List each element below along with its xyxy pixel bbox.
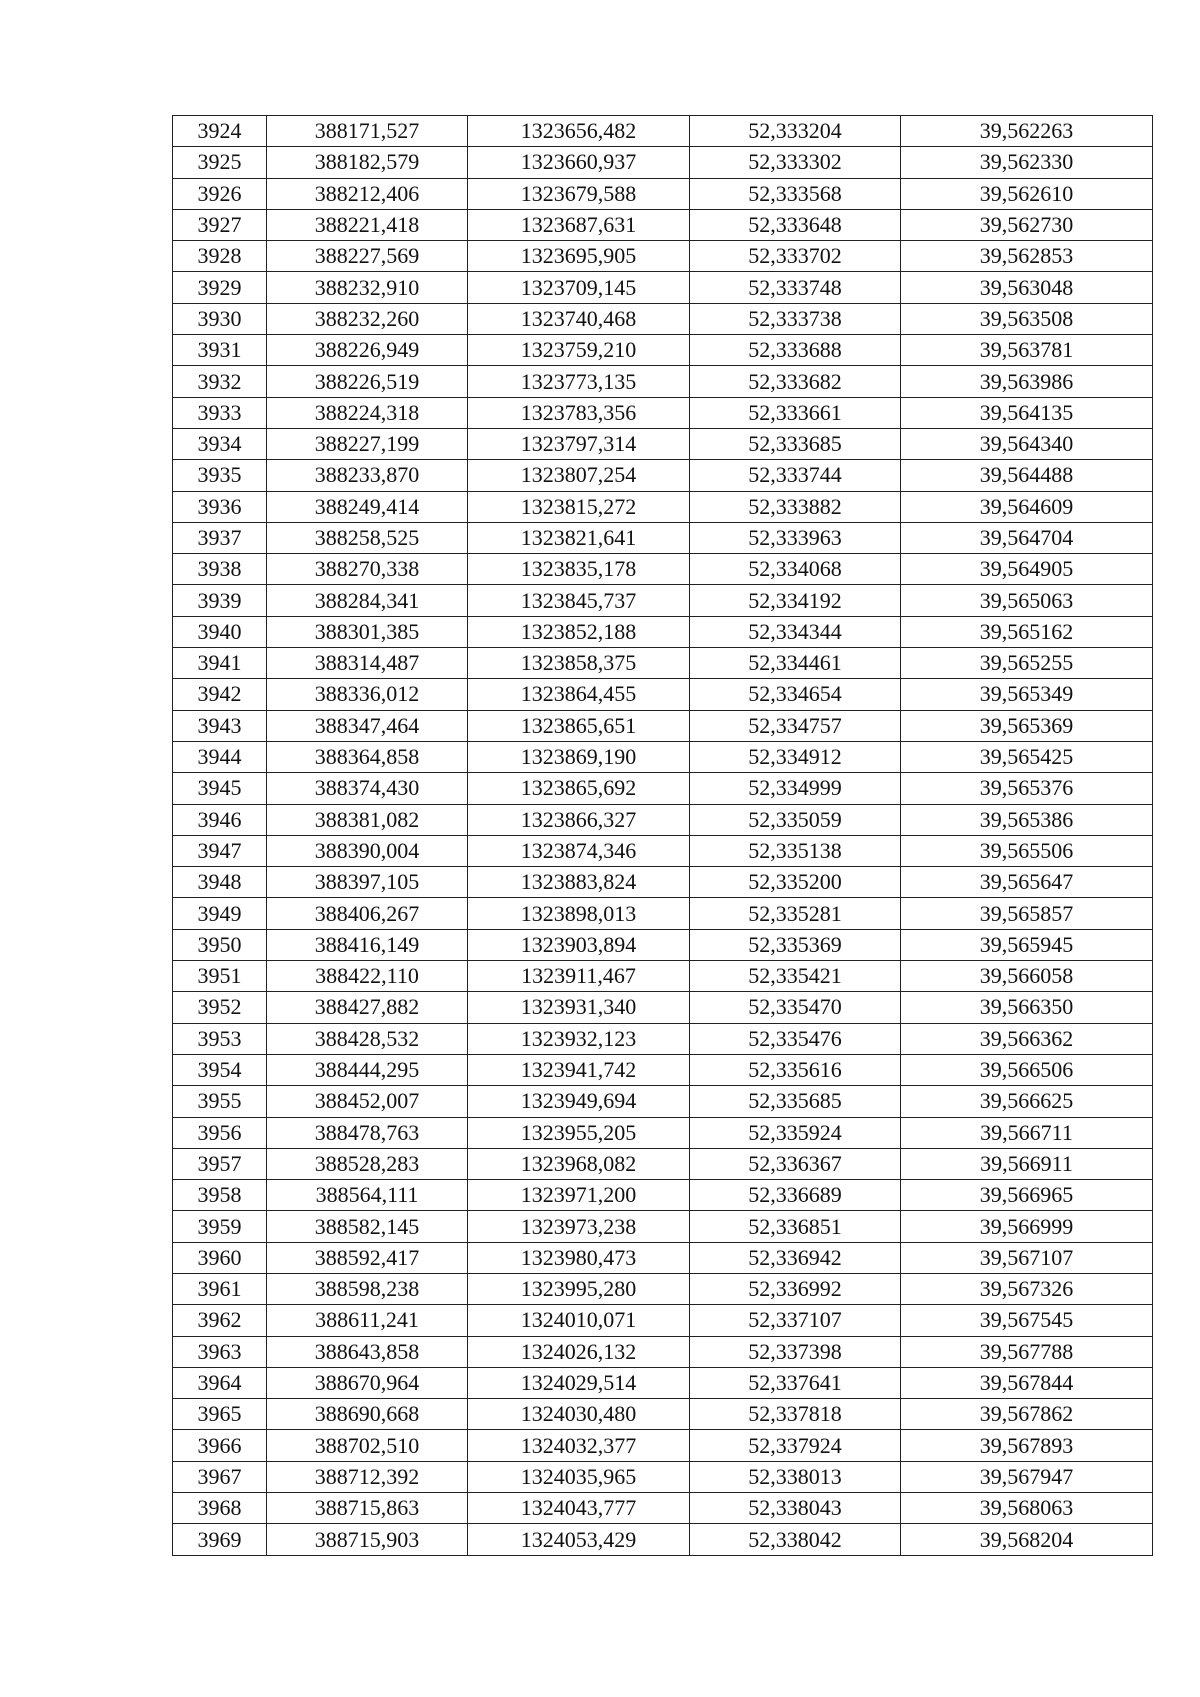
table-row (173, 1086, 1153, 1117)
table-row (173, 491, 1153, 522)
point-number-cell: 3943 (173, 710, 267, 741)
coordinates-table (172, 115, 1153, 1556)
x-coordinate-cell: 388406,267 (267, 898, 468, 929)
longitude-cell: 39,565647 (901, 867, 1153, 898)
longitude-cell: 39,565857 (901, 898, 1153, 929)
longitude-cell: 39,566350 (901, 992, 1153, 1023)
latitude-cell: 52,334192 (690, 585, 901, 616)
table-row (173, 460, 1153, 491)
table-row (173, 1524, 1153, 1555)
table-row (173, 961, 1153, 992)
x-coordinate-cell: 388528,283 (267, 1148, 468, 1179)
latitude-cell: 52,337398 (690, 1336, 901, 1367)
longitude-cell: 39,567788 (901, 1336, 1153, 1367)
table-row (173, 1430, 1153, 1461)
longitude-cell: 39,565369 (901, 710, 1153, 741)
latitude-cell: 52,335470 (690, 992, 901, 1023)
x-coordinate-cell: 388598,238 (267, 1273, 468, 1304)
longitude-cell: 39,562610 (901, 178, 1153, 209)
x-coordinate-cell: 388374,430 (267, 773, 468, 804)
table-row (173, 1367, 1153, 1398)
longitude-cell: 39,568063 (901, 1493, 1153, 1524)
latitude-cell: 52,333685 (690, 428, 901, 459)
x-coordinate-cell: 388258,525 (267, 522, 468, 553)
longitude-cell: 39,567107 (901, 1242, 1153, 1273)
y-coordinate-cell: 1323865,692 (468, 773, 690, 804)
longitude-cell: 39,562730 (901, 209, 1153, 240)
point-number-cell: 3929 (173, 272, 267, 303)
latitude-cell: 52,335059 (690, 804, 901, 835)
point-number-cell: 3930 (173, 303, 267, 334)
y-coordinate-cell: 1324030,480 (468, 1399, 690, 1430)
longitude-cell: 39,563781 (901, 335, 1153, 366)
y-coordinate-cell: 1323931,340 (468, 992, 690, 1023)
point-number-cell: 3962 (173, 1305, 267, 1336)
latitude-cell: 52,338013 (690, 1461, 901, 1492)
y-coordinate-cell: 1323864,455 (468, 679, 690, 710)
longitude-cell: 39,566506 (901, 1054, 1153, 1085)
table-row (173, 1399, 1153, 1430)
longitude-cell: 39,568204 (901, 1524, 1153, 1555)
y-coordinate-cell: 1323660,937 (468, 147, 690, 178)
latitude-cell: 52,334068 (690, 554, 901, 585)
point-number-cell: 3958 (173, 1180, 267, 1211)
table-row (173, 397, 1153, 428)
y-coordinate-cell: 1323759,210 (468, 335, 690, 366)
point-number-cell: 3952 (173, 992, 267, 1023)
latitude-cell: 52,335200 (690, 867, 901, 898)
y-coordinate-cell: 1323898,013 (468, 898, 690, 929)
table-row (173, 1117, 1153, 1148)
latitude-cell: 52,335476 (690, 1023, 901, 1054)
longitude-cell: 39,567947 (901, 1461, 1153, 1492)
x-coordinate-cell: 388427,882 (267, 992, 468, 1023)
x-coordinate-cell: 388564,111 (267, 1180, 468, 1211)
point-number-cell: 3963 (173, 1336, 267, 1367)
x-coordinate-cell: 388270,338 (267, 554, 468, 585)
point-number-cell: 3944 (173, 741, 267, 772)
table-row (173, 1273, 1153, 1304)
longitude-cell: 39,564704 (901, 522, 1153, 553)
longitude-cell: 39,564609 (901, 491, 1153, 522)
latitude-cell: 52,335685 (690, 1086, 901, 1117)
longitude-cell: 39,566362 (901, 1023, 1153, 1054)
longitude-cell: 39,567893 (901, 1430, 1153, 1461)
longitude-cell: 39,565506 (901, 835, 1153, 866)
point-number-cell: 3947 (173, 835, 267, 866)
point-number-cell: 3924 (173, 116, 267, 147)
x-coordinate-cell: 388702,510 (267, 1430, 468, 1461)
latitude-cell: 52,333748 (690, 272, 901, 303)
longitude-cell: 39,566058 (901, 961, 1153, 992)
latitude-cell: 52,334344 (690, 616, 901, 647)
y-coordinate-cell: 1323709,145 (468, 272, 690, 303)
table-row (173, 1493, 1153, 1524)
latitude-cell: 52,336689 (690, 1180, 901, 1211)
y-coordinate-cell: 1324053,429 (468, 1524, 690, 1555)
y-coordinate-cell: 1324010,071 (468, 1305, 690, 1336)
y-coordinate-cell: 1323932,123 (468, 1023, 690, 1054)
x-coordinate-cell: 388212,406 (267, 178, 468, 209)
point-number-cell: 3961 (173, 1273, 267, 1304)
y-coordinate-cell: 1323941,742 (468, 1054, 690, 1085)
table-row (173, 1461, 1153, 1492)
y-coordinate-cell: 1323695,905 (468, 241, 690, 272)
longitude-cell: 39,564905 (901, 554, 1153, 585)
y-coordinate-cell: 1323852,188 (468, 616, 690, 647)
table-row (173, 1148, 1153, 1179)
y-coordinate-cell: 1324032,377 (468, 1430, 690, 1461)
longitude-cell: 39,566711 (901, 1117, 1153, 1148)
latitude-cell: 52,335924 (690, 1117, 901, 1148)
y-coordinate-cell: 1323968,082 (468, 1148, 690, 1179)
latitude-cell: 52,333738 (690, 303, 901, 334)
latitude-cell: 52,337107 (690, 1305, 901, 1336)
point-number-cell: 3925 (173, 147, 267, 178)
y-coordinate-cell: 1324026,132 (468, 1336, 690, 1367)
x-coordinate-cell: 388715,863 (267, 1493, 468, 1524)
x-coordinate-cell: 388582,145 (267, 1211, 468, 1242)
point-number-cell: 3960 (173, 1242, 267, 1273)
point-number-cell: 3949 (173, 898, 267, 929)
point-number-cell: 3937 (173, 522, 267, 553)
point-number-cell: 3939 (173, 585, 267, 616)
latitude-cell: 52,335421 (690, 961, 901, 992)
longitude-cell: 39,567862 (901, 1399, 1153, 1430)
point-number-cell: 3953 (173, 1023, 267, 1054)
x-coordinate-cell: 388416,149 (267, 929, 468, 960)
x-coordinate-cell: 388314,487 (267, 648, 468, 679)
latitude-cell: 52,333204 (690, 116, 901, 147)
latitude-cell: 52,334461 (690, 648, 901, 679)
point-number-cell: 3938 (173, 554, 267, 585)
point-number-cell: 3933 (173, 397, 267, 428)
longitude-cell: 39,566625 (901, 1086, 1153, 1117)
table-row (173, 1242, 1153, 1273)
point-number-cell: 3950 (173, 929, 267, 960)
longitude-cell: 39,565386 (901, 804, 1153, 835)
x-coordinate-cell: 388227,199 (267, 428, 468, 459)
table-row (173, 178, 1153, 209)
table-row (173, 428, 1153, 459)
point-number-cell: 3964 (173, 1367, 267, 1398)
point-number-cell: 3928 (173, 241, 267, 272)
y-coordinate-cell: 1323740,468 (468, 303, 690, 334)
longitude-cell: 39,565349 (901, 679, 1153, 710)
longitude-cell: 39,563048 (901, 272, 1153, 303)
table-row (173, 616, 1153, 647)
latitude-cell: 52,336851 (690, 1211, 901, 1242)
x-coordinate-cell: 388301,385 (267, 616, 468, 647)
x-coordinate-cell: 388478,763 (267, 1117, 468, 1148)
point-number-cell: 3945 (173, 773, 267, 804)
x-coordinate-cell: 388364,858 (267, 741, 468, 772)
latitude-cell: 52,333688 (690, 335, 901, 366)
x-coordinate-cell: 388221,418 (267, 209, 468, 240)
x-coordinate-cell: 388233,870 (267, 460, 468, 491)
y-coordinate-cell: 1323995,280 (468, 1273, 690, 1304)
y-coordinate-cell: 1323773,135 (468, 366, 690, 397)
table-row (173, 929, 1153, 960)
y-coordinate-cell: 1323980,473 (468, 1242, 690, 1273)
y-coordinate-cell: 1323656,482 (468, 116, 690, 147)
x-coordinate-cell: 388452,007 (267, 1086, 468, 1117)
table-row (173, 366, 1153, 397)
x-coordinate-cell: 388390,004 (267, 835, 468, 866)
latitude-cell: 52,334912 (690, 741, 901, 772)
table-body (173, 116, 1153, 1556)
longitude-cell: 39,566911 (901, 1148, 1153, 1179)
longitude-cell: 39,562330 (901, 147, 1153, 178)
y-coordinate-cell: 1323865,651 (468, 710, 690, 741)
table-row (173, 992, 1153, 1023)
x-coordinate-cell: 388381,082 (267, 804, 468, 835)
table-row (173, 898, 1153, 929)
latitude-cell: 52,333648 (690, 209, 901, 240)
table-row (173, 335, 1153, 366)
y-coordinate-cell: 1323903,894 (468, 929, 690, 960)
point-number-cell: 3968 (173, 1493, 267, 1524)
latitude-cell: 52,337818 (690, 1399, 901, 1430)
point-number-cell: 3940 (173, 616, 267, 647)
latitude-cell: 52,338042 (690, 1524, 901, 1555)
longitude-cell: 39,564488 (901, 460, 1153, 491)
table-row (173, 522, 1153, 553)
y-coordinate-cell: 1323687,631 (468, 209, 690, 240)
y-coordinate-cell: 1323815,272 (468, 491, 690, 522)
point-number-cell: 3951 (173, 961, 267, 992)
y-coordinate-cell: 1323821,641 (468, 522, 690, 553)
point-number-cell: 3934 (173, 428, 267, 459)
point-number-cell: 3936 (173, 491, 267, 522)
x-coordinate-cell: 388232,910 (267, 272, 468, 303)
y-coordinate-cell: 1324035,965 (468, 1461, 690, 1492)
point-number-cell: 3948 (173, 867, 267, 898)
x-coordinate-cell: 388444,295 (267, 1054, 468, 1085)
latitude-cell: 52,335369 (690, 929, 901, 960)
table-row (173, 116, 1153, 147)
point-number-cell: 3941 (173, 648, 267, 679)
x-coordinate-cell: 388227,569 (267, 241, 468, 272)
x-coordinate-cell: 388182,579 (267, 147, 468, 178)
x-coordinate-cell: 388171,527 (267, 116, 468, 147)
x-coordinate-cell: 388611,241 (267, 1305, 468, 1336)
latitude-cell: 52,333702 (690, 241, 901, 272)
y-coordinate-cell: 1323874,346 (468, 835, 690, 866)
longitude-cell: 39,567545 (901, 1305, 1153, 1336)
y-coordinate-cell: 1323835,178 (468, 554, 690, 585)
latitude-cell: 52,333661 (690, 397, 901, 428)
x-coordinate-cell: 388643,858 (267, 1336, 468, 1367)
latitude-cell: 52,334999 (690, 773, 901, 804)
y-coordinate-cell: 1323679,588 (468, 178, 690, 209)
table-row (173, 1336, 1153, 1367)
latitude-cell: 52,337924 (690, 1430, 901, 1461)
latitude-cell: 52,336942 (690, 1242, 901, 1273)
table-row (173, 241, 1153, 272)
longitude-cell: 39,562853 (901, 241, 1153, 272)
y-coordinate-cell: 1323807,254 (468, 460, 690, 491)
latitude-cell: 52,336992 (690, 1273, 901, 1304)
table-row (173, 554, 1153, 585)
x-coordinate-cell: 388715,903 (267, 1524, 468, 1555)
x-coordinate-cell: 388226,949 (267, 335, 468, 366)
table-row (173, 1211, 1153, 1242)
x-coordinate-cell: 388224,318 (267, 397, 468, 428)
longitude-cell: 39,566965 (901, 1180, 1153, 1211)
latitude-cell: 52,336367 (690, 1148, 901, 1179)
table-row (173, 303, 1153, 334)
table-row (173, 867, 1153, 898)
point-number-cell: 3935 (173, 460, 267, 491)
point-number-cell: 3931 (173, 335, 267, 366)
latitude-cell: 52,333682 (690, 366, 901, 397)
latitude-cell: 52,335616 (690, 1054, 901, 1085)
latitude-cell: 52,333302 (690, 147, 901, 178)
latitude-cell: 52,333963 (690, 522, 901, 553)
longitude-cell: 39,563508 (901, 303, 1153, 334)
point-number-cell: 3954 (173, 1054, 267, 1085)
longitude-cell: 39,567844 (901, 1367, 1153, 1398)
table-row (173, 147, 1153, 178)
table-row (173, 1023, 1153, 1054)
longitude-cell: 39,567326 (901, 1273, 1153, 1304)
x-coordinate-cell: 388712,392 (267, 1461, 468, 1492)
x-coordinate-cell: 388226,519 (267, 366, 468, 397)
table-row (173, 773, 1153, 804)
table-row (173, 1180, 1153, 1211)
point-number-cell: 3932 (173, 366, 267, 397)
table-row (173, 804, 1153, 835)
latitude-cell: 52,333882 (690, 491, 901, 522)
table-row (173, 1054, 1153, 1085)
y-coordinate-cell: 1323783,356 (468, 397, 690, 428)
table-row (173, 710, 1153, 741)
point-number-cell: 3956 (173, 1117, 267, 1148)
latitude-cell: 52,333744 (690, 460, 901, 491)
y-coordinate-cell: 1324043,777 (468, 1493, 690, 1524)
longitude-cell: 39,565376 (901, 773, 1153, 804)
point-number-cell: 3926 (173, 178, 267, 209)
x-coordinate-cell: 388232,260 (267, 303, 468, 334)
y-coordinate-cell: 1323858,375 (468, 648, 690, 679)
table-row (173, 585, 1153, 616)
x-coordinate-cell: 388249,414 (267, 491, 468, 522)
point-number-cell: 3969 (173, 1524, 267, 1555)
y-coordinate-cell: 1323971,200 (468, 1180, 690, 1211)
y-coordinate-cell: 1323973,238 (468, 1211, 690, 1242)
y-coordinate-cell: 1323955,205 (468, 1117, 690, 1148)
point-number-cell: 3927 (173, 209, 267, 240)
x-coordinate-cell: 388592,417 (267, 1242, 468, 1273)
x-coordinate-cell: 388670,964 (267, 1367, 468, 1398)
y-coordinate-cell: 1323866,327 (468, 804, 690, 835)
table-row (173, 679, 1153, 710)
longitude-cell: 39,565063 (901, 585, 1153, 616)
table-row (173, 741, 1153, 772)
y-coordinate-cell: 1323797,314 (468, 428, 690, 459)
x-coordinate-cell: 388284,341 (267, 585, 468, 616)
longitude-cell: 39,564340 (901, 428, 1153, 459)
point-number-cell: 3966 (173, 1430, 267, 1461)
y-coordinate-cell: 1324029,514 (468, 1367, 690, 1398)
latitude-cell: 52,333568 (690, 178, 901, 209)
longitude-cell: 39,564135 (901, 397, 1153, 428)
longitude-cell: 39,562263 (901, 116, 1153, 147)
table-row (173, 648, 1153, 679)
longitude-cell: 39,565425 (901, 741, 1153, 772)
latitude-cell: 52,334654 (690, 679, 901, 710)
point-number-cell: 3957 (173, 1148, 267, 1179)
latitude-cell: 52,334757 (690, 710, 901, 741)
x-coordinate-cell: 388347,464 (267, 710, 468, 741)
table-row (173, 835, 1153, 866)
longitude-cell: 39,565162 (901, 616, 1153, 647)
longitude-cell: 39,565255 (901, 648, 1153, 679)
x-coordinate-cell: 388336,012 (267, 679, 468, 710)
point-number-cell: 3942 (173, 679, 267, 710)
latitude-cell: 52,338043 (690, 1493, 901, 1524)
longitude-cell: 39,566999 (901, 1211, 1153, 1242)
point-number-cell: 3946 (173, 804, 267, 835)
x-coordinate-cell: 388428,532 (267, 1023, 468, 1054)
point-number-cell: 3967 (173, 1461, 267, 1492)
latitude-cell: 52,335281 (690, 898, 901, 929)
table-row (173, 272, 1153, 303)
y-coordinate-cell: 1323869,190 (468, 741, 690, 772)
x-coordinate-cell: 388690,668 (267, 1399, 468, 1430)
y-coordinate-cell: 1323883,824 (468, 867, 690, 898)
longitude-cell: 39,565945 (901, 929, 1153, 960)
longitude-cell: 39,563986 (901, 366, 1153, 397)
latitude-cell: 52,335138 (690, 835, 901, 866)
table-row (173, 209, 1153, 240)
x-coordinate-cell: 388397,105 (267, 867, 468, 898)
y-coordinate-cell: 1323911,467 (468, 961, 690, 992)
point-number-cell: 3965 (173, 1399, 267, 1430)
table-row (173, 1305, 1153, 1336)
point-number-cell: 3955 (173, 1086, 267, 1117)
y-coordinate-cell: 1323845,737 (468, 585, 690, 616)
y-coordinate-cell: 1323949,694 (468, 1086, 690, 1117)
point-number-cell: 3959 (173, 1211, 267, 1242)
x-coordinate-cell: 388422,110 (267, 961, 468, 992)
latitude-cell: 52,337641 (690, 1367, 901, 1398)
